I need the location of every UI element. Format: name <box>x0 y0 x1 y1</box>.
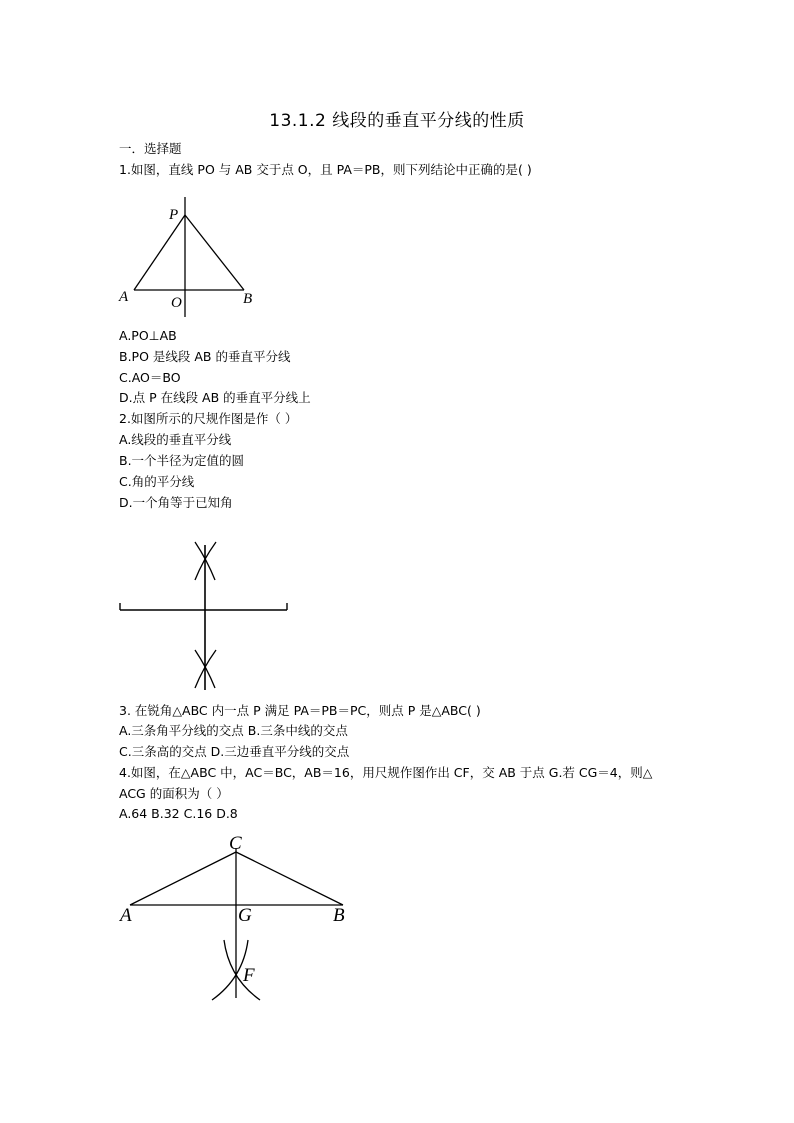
question-2-option-a: A.线段的垂直平分线 <box>119 432 232 447</box>
question-1-stem: 1.如图，直线 PO 与 AB 交于点 O，且 PA＝PB，则下列结论中正确的是( ) <box>119 162 532 177</box>
label-c: C <box>229 833 242 854</box>
segment-pa <box>134 215 185 290</box>
figure-q2-construction <box>115 540 295 695</box>
question-3-options-line-1: A.三条角平分线的交点 B.三条中线的交点 <box>119 723 348 738</box>
question-2-option-c: C.角的平分线 <box>119 474 195 489</box>
page-title: 13.1.2 线段的垂直平分线的性质 <box>269 111 525 131</box>
segment-pb <box>185 215 244 290</box>
label-a: A <box>119 289 129 305</box>
question-3-stem: 3. 在锐角△ABC 内一点 P 满足 PA＝PB＝PC，则点 P 是△ABC( ) <box>119 703 481 718</box>
question-2-option-d: D.一个角等于已知角 <box>119 495 233 510</box>
question-1-option-b: B.PO 是线段 AB 的垂直平分线 <box>119 349 291 364</box>
question-2-option-b: B.一个半径为定值的圆 <box>119 453 245 468</box>
question-4-stem-line-1: 4.如图，在△ABC 中，AC＝BC，AB＝16，用尺规作图作出 CF，交 AB 于点 G.若 CG＝4，则△ <box>119 765 653 780</box>
question-4-stem-line-2: ACG 的面积为（ ） <box>119 786 229 801</box>
label-p: P <box>169 207 179 223</box>
label-b: B <box>333 905 345 926</box>
question-1-option-d: D.点 P 在线段 AB 的垂直平分线上 <box>119 390 311 405</box>
label-g: G <box>238 905 252 926</box>
label-o: O <box>171 295 182 311</box>
label-a: A <box>120 905 132 926</box>
figure-q1 <box>110 195 270 325</box>
segment-ac <box>130 852 236 905</box>
label-f: F <box>243 965 255 986</box>
question-2-stem: 2.如图所示的尺规作图是作（ ） <box>119 411 298 426</box>
question-4-options: A.64 B.32 C.16 D.8 <box>119 806 238 821</box>
figure-q4 <box>115 828 365 1008</box>
question-1-option-a: A.PO⊥AB <box>119 328 177 343</box>
label-b: B <box>243 291 253 307</box>
segment-bc <box>236 852 343 905</box>
question-3-options-line-2: C.三条高的交点 D.三边垂直平分线的交点 <box>119 744 350 759</box>
section-heading: 一．选择题 <box>119 141 182 156</box>
question-1-option-c: C.AO＝BO <box>119 370 181 385</box>
